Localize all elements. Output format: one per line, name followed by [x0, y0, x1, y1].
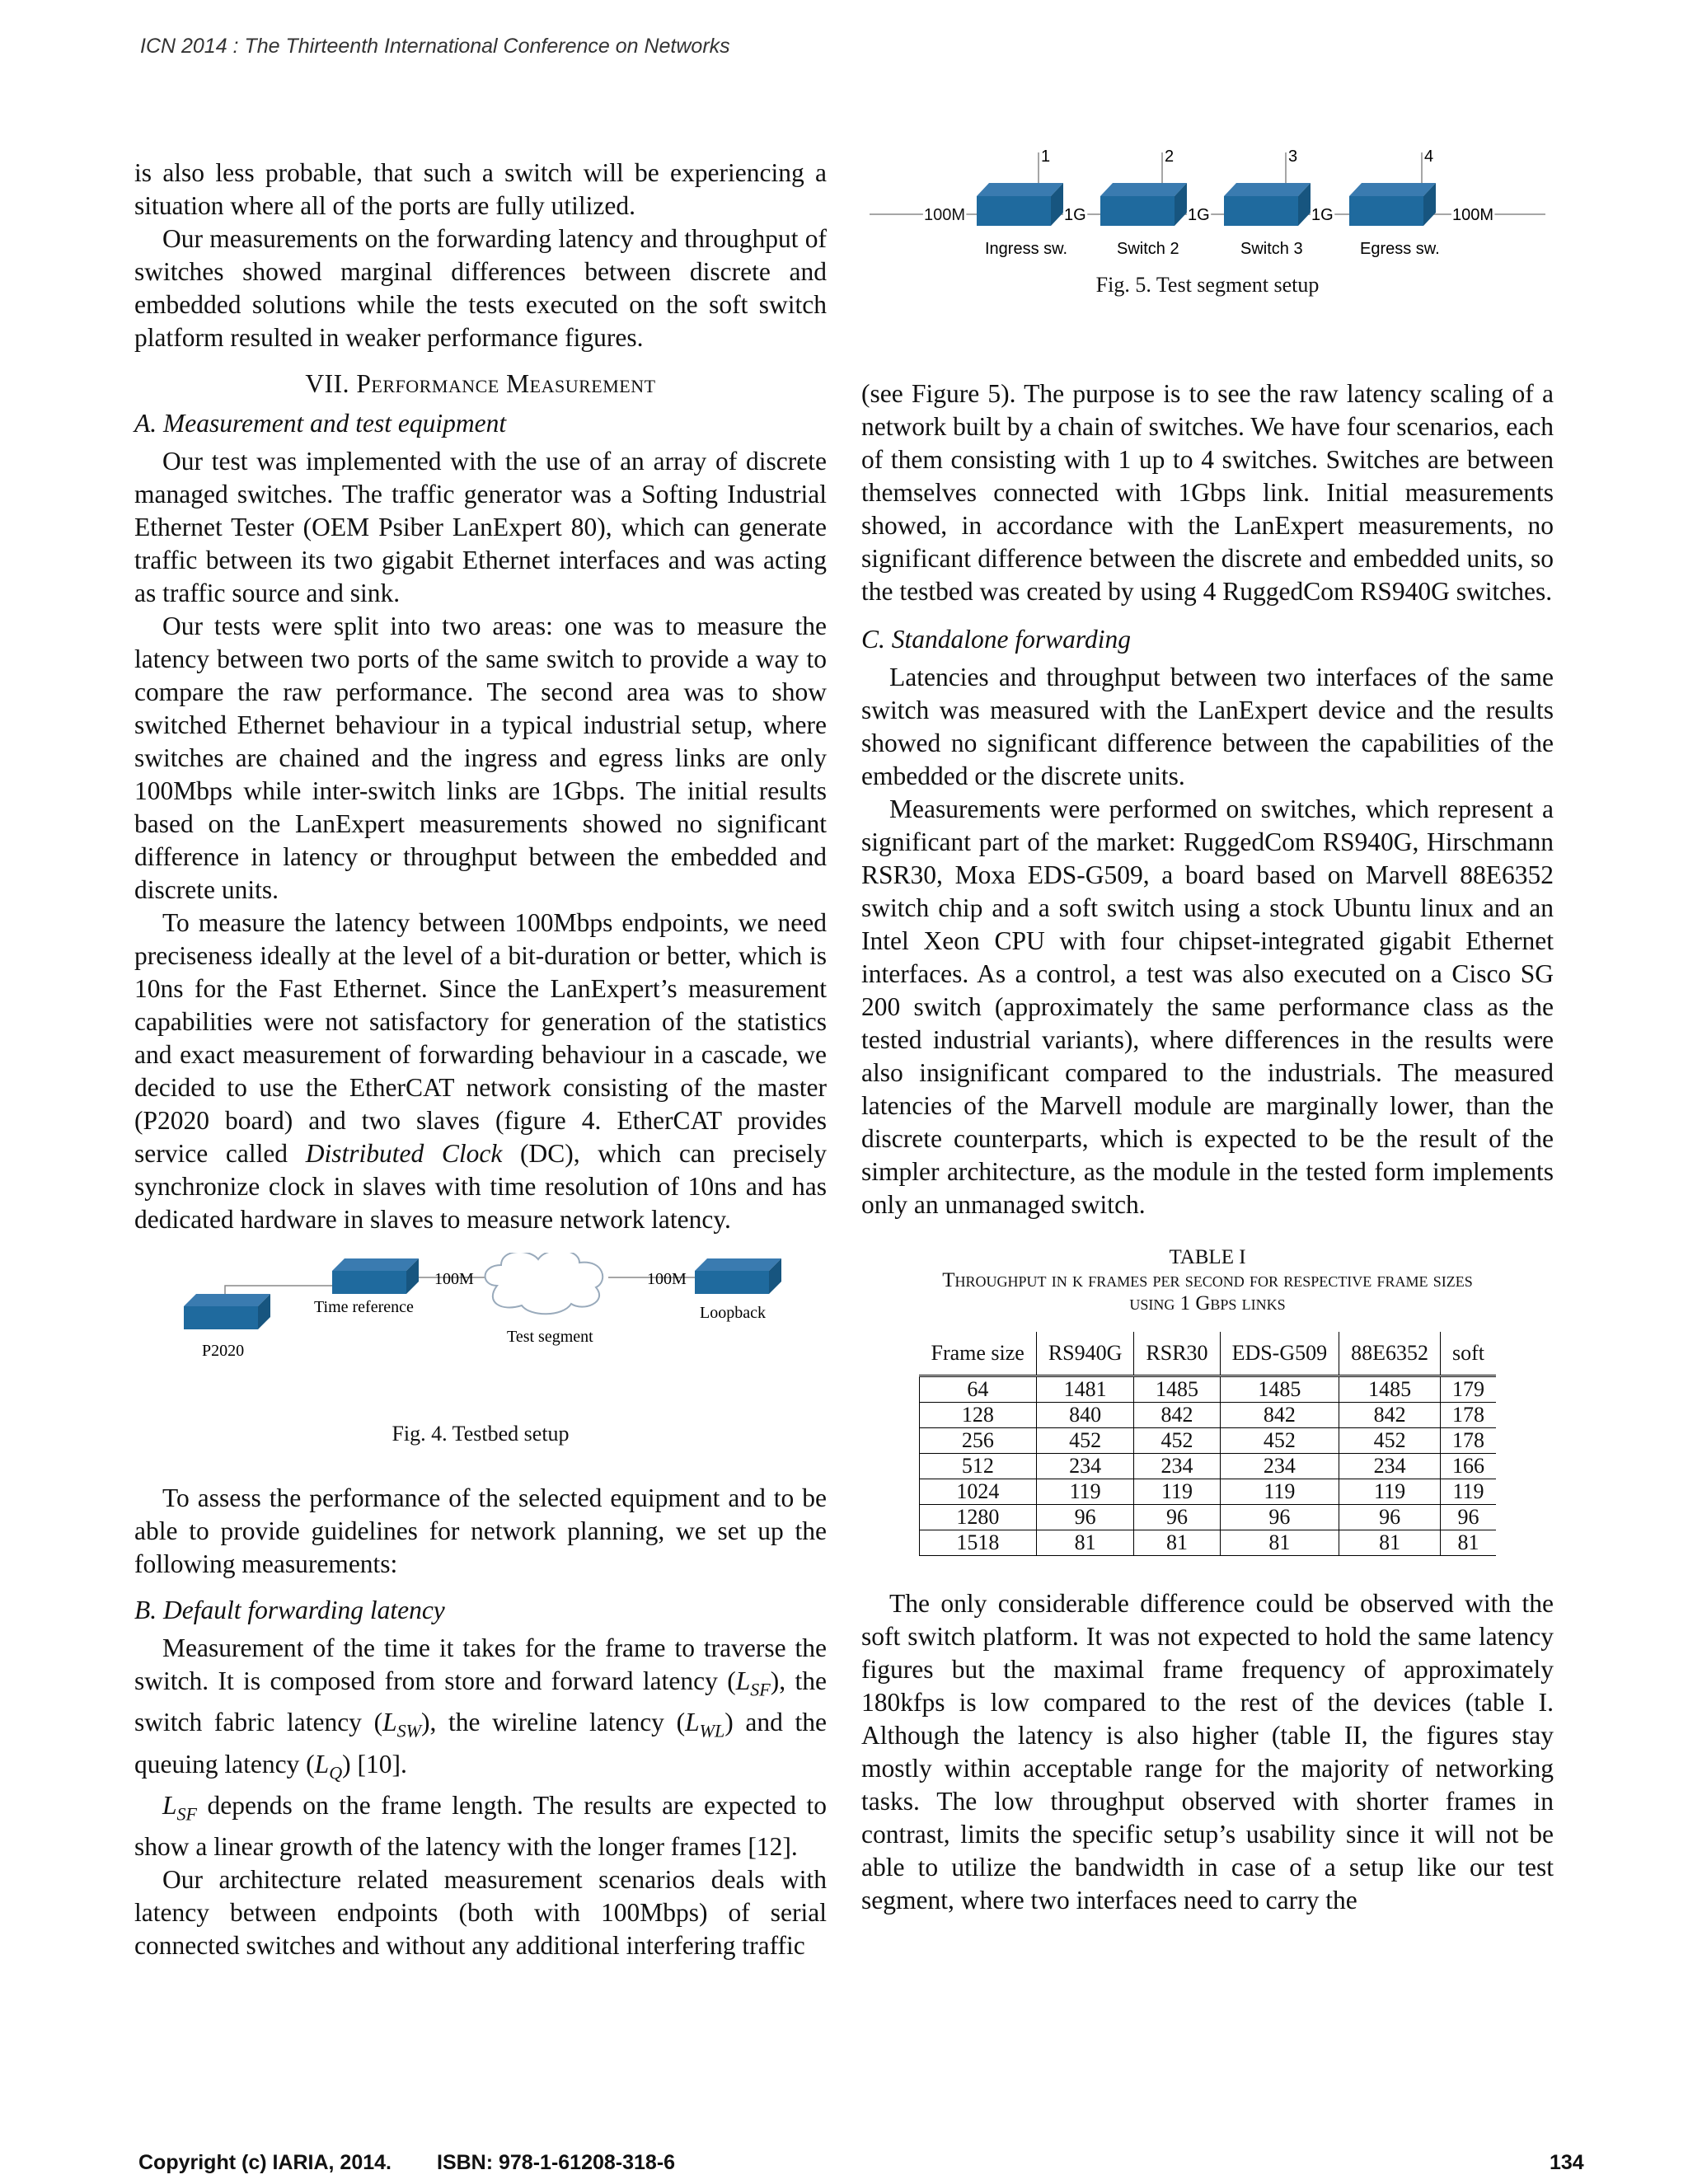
test-segment-diagram	[861, 140, 1554, 264]
math-symbol: L	[382, 1708, 397, 1737]
paragraph: Latencies and throughput between two interfaces of the same switch was measured with the LanExpert device and the results showed no significant difference between the capabilities of the embedded or the discrete units.	[861, 663, 1554, 790]
port-number: 3	[1288, 148, 1298, 166]
math-symbol: L	[162, 1790, 177, 1820]
column-header: soft	[1452, 1341, 1485, 1365]
table-cell: 452	[1339, 1428, 1441, 1454]
port-number: 2	[1165, 148, 1175, 166]
port-number: 1	[1041, 148, 1051, 166]
footer-copyright: Copyright (c) IARIA, 2014.	[138, 2151, 392, 2174]
column-header: 88E6352	[1339, 1332, 1441, 1376]
testbed-diagram	[134, 1253, 827, 1442]
text: depends on the frame length. The results are expected to show a linear growth of the latency with the longer frames [12].	[134, 1790, 827, 1862]
link-label: 100M	[924, 206, 966, 224]
table-cell: 842	[1220, 1403, 1339, 1428]
switch-icon	[695, 1258, 781, 1294]
table-cell: 234	[1134, 1454, 1220, 1479]
paragraph: Our architecture related measurement scenarios deals with latency between endpoints (both with 100Mbps) of serial connected switches and without any additional interfering traffic	[134, 1865, 827, 1961]
table-row	[919, 1403, 1496, 1428]
cloud-icon	[485, 1253, 603, 1314]
column-header: EDS-G509	[1220, 1332, 1339, 1376]
link-label: 1G	[1188, 206, 1210, 224]
table-cell: 452	[1220, 1428, 1339, 1454]
table-title: Throughput in k frames per second for respective frame sizes	[942, 1269, 1473, 1291]
left-column	[134, 157, 827, 1962]
link-label: 100M	[1452, 206, 1494, 224]
table-cell: 81	[1134, 1530, 1220, 1556]
table-cell: 81	[1220, 1530, 1339, 1556]
table-cell: 119	[1134, 1479, 1220, 1505]
throughput-table	[919, 1332, 1496, 1556]
paragraph: Our test was implemented with the use of an array of discrete managed switches. The traffic generator was a Softing Industrial Ethernet Tester (OEM Psiber LanExpert 80), which can generate traffic between its two gigabit Ethernet interfaces and was acting as traffic source and sink.	[134, 447, 827, 607]
table-row	[919, 1479, 1496, 1505]
subsection-heading: C. Standalone forwarding	[861, 625, 1131, 654]
math-subscript: SW	[396, 1720, 421, 1741]
table-row	[919, 1376, 1496, 1403]
table-cell: 1518	[919, 1530, 1036, 1556]
link-label: 100M	[434, 1270, 474, 1288]
switch-icon	[977, 183, 1063, 226]
section-heading: VII. Performance Measurement	[305, 369, 656, 398]
table-cell: 842	[1339, 1403, 1441, 1428]
table-cell: 96	[1220, 1505, 1339, 1530]
switch-icon	[1349, 183, 1436, 226]
paragraph: To assess the performance of the selected equipment and to be able to provide guidelines for network planning, we set up the following measurements:	[134, 1483, 827, 1578]
text: ) and the queuing latency (	[134, 1708, 827, 1779]
table-cell: 512	[919, 1454, 1036, 1479]
text: Measurement of the time it takes for the frame to traverse the switch. It is composed from store and forward latency (	[134, 1633, 827, 1695]
paragraph: The only considerable difference could be observed with the soft switch platform. It was not expected to hold the same latency figures but the maximal frame frequency of approximately 180kfps is low compared to the rest of the devices (table I. Although the latency is also higher (table II, the figures stay mostly within acceptable range for the majority of networking tasks. The low throughput observed with shorter frames in contrast, limits the specific setup’s usability since it will not be able to utilize the bandwidth in case of a setup like our test segment, where two interfaces need to carry the	[861, 1589, 1554, 1915]
paragraph: Our tests were split into two areas: one was to measure the latency between two ports of the same switch to provide a way to compare the raw performance. The second area was to show switched Ethernet behaviour in a typical industrial setup, where switches are chained and the ingress and egress links are only 100Mbps while inter-switch links are 1Gbps. The initial results based on the LanExpert measurements showed no significant difference in latency or throughput between the embedded and discrete units.	[134, 612, 827, 904]
table-row	[919, 1530, 1496, 1556]
right-column	[861, 377, 1554, 1917]
switch-label: Egress sw.	[1360, 240, 1440, 258]
table-title: using 1 Gbps links	[1129, 1292, 1286, 1315]
math-symbol: L	[735, 1666, 751, 1695]
math-subscript: SF	[176, 1803, 198, 1825]
port-number: 4	[1424, 148, 1434, 166]
table-block	[861, 1246, 1554, 1556]
table-cell: 166	[1441, 1454, 1497, 1479]
table-cell: 119	[1220, 1479, 1339, 1505]
math-symbol: L	[314, 1749, 330, 1779]
table-cell: 1024	[919, 1479, 1036, 1505]
table-cell: 234	[1339, 1454, 1441, 1479]
link-label: 100M	[647, 1270, 687, 1288]
table-cell: 1481	[1036, 1376, 1134, 1403]
table-row	[919, 1505, 1496, 1530]
table-cell: 81	[1339, 1530, 1441, 1556]
node-label: P2020	[202, 1342, 245, 1360]
table-cell: 452	[1134, 1428, 1220, 1454]
figure-4	[134, 1253, 827, 1442]
table-cell: 1485	[1134, 1376, 1220, 1403]
paragraph: (see Figure 5). The purpose is to see the raw latency scaling of a network built by a chain of switches. We have four scenarios, each of them consisting with 1 up to 4 switches. Switches are between themselves connected with 1Gbps link. Initial measurements showed, in accordance with the LanExpert measurements, no significant difference between the discrete and embedded units, so the testbed was created by using 4 RuggedCom RS940G switches.	[861, 379, 1554, 606]
link-label: 1G	[1311, 206, 1334, 224]
table-row	[919, 1454, 1496, 1479]
switch-icon	[1224, 183, 1311, 226]
table-cell: 96	[1441, 1505, 1497, 1530]
paragraph: Our measurements on the forwarding latency and throughput of switches showed marginal differences between discrete and embedded solutions while the tests executed on the soft switch platform resulted in weaker performance figures.	[134, 224, 827, 352]
text: (DC), which can precisely synchronize clock in slaves with time resolution of 10ns and has dedicated hardware in slaves to measure network latency.	[134, 1139, 827, 1234]
switch-icon	[184, 1294, 270, 1329]
page-number: 134	[1550, 2151, 1584, 2174]
table-cell: 256	[919, 1428, 1036, 1454]
node-label: Loopback	[700, 1304, 766, 1322]
figure-caption: Fig. 5. Test segment setup	[1095, 273, 1320, 297]
footer-isbn: ISBN: 978-1-61208-318-6	[437, 2151, 676, 2174]
column-header: RS940G	[1036, 1332, 1134, 1376]
switch-icon	[1100, 183, 1187, 226]
node-label: Test segment	[507, 1328, 593, 1346]
paragraph: is also less probable, that such a switch will be experiencing a situation where all of the ports are fully utilized.	[134, 158, 827, 220]
table-cell: 1280	[919, 1505, 1036, 1530]
table-cell: 96	[1134, 1505, 1220, 1530]
paragraph	[134, 907, 827, 1236]
table-cell: 840	[1036, 1403, 1134, 1428]
table-cell: 81	[1036, 1530, 1134, 1556]
table-header-row	[919, 1332, 1496, 1376]
text: ) [10].	[342, 1749, 407, 1779]
table-cell: 64	[919, 1376, 1036, 1403]
table-cell: 452	[1036, 1428, 1134, 1454]
table-row	[919, 1428, 1496, 1454]
table-cell: 119	[1036, 1479, 1134, 1505]
table-cell: 178	[1441, 1428, 1497, 1454]
paragraph	[134, 1789, 827, 1863]
table-cell: 1485	[1339, 1376, 1441, 1403]
text: ), the wireline latency (	[420, 1708, 686, 1737]
table-cell: 119	[1339, 1479, 1441, 1505]
column-header: RSR30	[1134, 1332, 1220, 1376]
table-cell: 234	[1220, 1454, 1339, 1479]
text: To measure the latency between 100Mbps endpoints, we need preciseness ideally at the level of a bit-duration or better, which is 10ns for the Fast Ethernet. Since the LanExpert’s measurement capabilities were not satisfactory for generation of the statistics and exact measurement of forwarding behaviour in a cascade, we decided to use the EtherCAT network consisting of the master (P2020 board) and two slaves (figure 4. EtherCAT provides service called	[134, 908, 827, 1168]
subsection-heading: A. Measurement and test equipment	[134, 409, 507, 438]
math-subscript: Q	[329, 1761, 343, 1783]
subsection-heading: B. Default forwarding latency	[134, 1596, 445, 1624]
table-cell: 234	[1036, 1454, 1134, 1479]
table-cell: 1485	[1220, 1376, 1339, 1403]
switch-label: Ingress sw.	[985, 240, 1068, 258]
table-cell: 119	[1441, 1479, 1497, 1505]
table-cell: 128	[919, 1403, 1036, 1428]
math-subscript: SF	[750, 1679, 771, 1700]
switch-icon	[332, 1258, 419, 1294]
table-cell: 81	[1441, 1530, 1497, 1556]
table-cell: 96	[1036, 1505, 1134, 1530]
math-subscript: WL	[699, 1720, 725, 1741]
paragraph	[134, 1632, 827, 1789]
table-label: TABLE I	[1169, 1246, 1246, 1268]
link-label: 1G	[1064, 206, 1086, 224]
running-header: ICN 2014 : The Thirteenth International Conference on Networks	[140, 35, 730, 58]
table-cell: 179	[1441, 1376, 1497, 1403]
figure-caption: Fig. 4. Testbed setup	[392, 1422, 570, 1446]
node-label: Time reference	[314, 1298, 414, 1316]
math-symbol: L	[685, 1708, 700, 1737]
column-header: Frame size	[919, 1332, 1036, 1376]
emphasis: Distributed Clock	[305, 1139, 503, 1168]
paragraph: Measurements were performed on switches, which represent a significant part of the market: RuggedCom RS940G, Hirschmann RSR30, Moxa EDS-G509, a board based on Marvell 88E6352 switch chip and a soft switch using a stock Ubuntu linux and an Intel Xeon CPU with four chipset-integrated gigabit Ethernet interfaces. As a control, a test was also executed on a Cisco SG 200 switch (approximately the same performance class as the tested industrial variants), where differences in the results were also insignificant compared to the industrials. The measured latencies of the Marvell module are marginally lower, than the discrete counterparts, which is expected to be the result of the simpler architecture, as the module in the tested form implements only an unmanaged switch.	[861, 794, 1554, 1219]
table-cell: 842	[1134, 1403, 1220, 1428]
text: ), the switch fabric latency (	[134, 1666, 827, 1737]
table-cell: 178	[1441, 1403, 1497, 1428]
figure-5	[861, 140, 1554, 302]
switch-label: Switch 2	[1117, 240, 1179, 258]
table-cell: 96	[1339, 1505, 1441, 1530]
switch-label: Switch 3	[1240, 240, 1303, 258]
